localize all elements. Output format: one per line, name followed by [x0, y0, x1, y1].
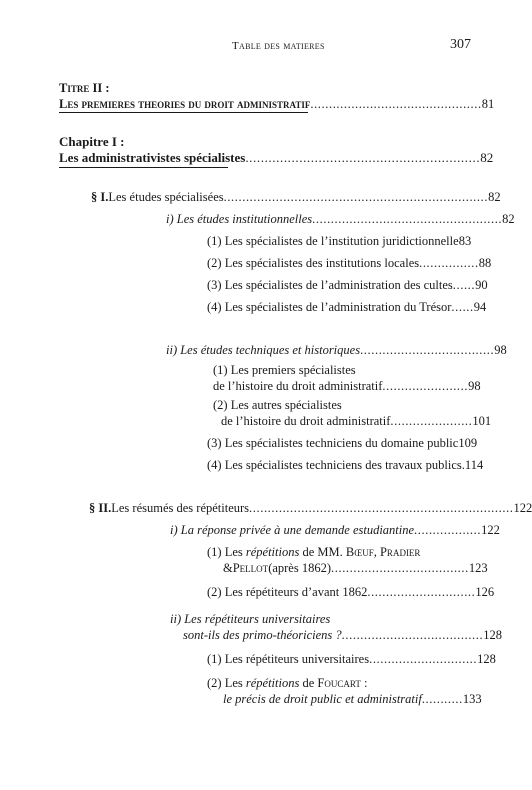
entry-u2-line1: [207, 675, 367, 691]
subsection-2ii-line1: ii) Les répétiteurs universitaires: [170, 612, 331, 626]
entry-r1-repetitions: répétitions: [245, 545, 300, 559]
entry-ii1-page: 98: [468, 379, 481, 393]
entry-i1: [207, 233, 472, 249]
section-1-num: § I.: [91, 190, 109, 204]
entry-ii4-page: 114: [464, 458, 484, 472]
entry-ii3-text: (3) Les spécialistes techniciens du domaine public: [207, 436, 459, 450]
entry-r2: [207, 584, 495, 600]
subsection-2i-text: i) La réponse privée à une demande estudiantine: [170, 523, 415, 537]
entry-i4-text: (4) Les spécialistes de l’administration du Trésor: [207, 300, 452, 314]
entry-i2-text: (2) Les spécialistes des institutions locales: [207, 256, 420, 270]
entry-r2-page: 126: [475, 585, 495, 599]
entry-i2-page: 88: [478, 256, 492, 270]
chapter-dots: .............................................................: [245, 150, 481, 165]
section-2-dots: .......................................................................: [249, 501, 514, 515]
entry-u1-text: (1) Les répétiteurs universitaires: [207, 652, 370, 666]
entry-u1-page: 128: [477, 652, 496, 666]
titre-dots: ..............................................: [310, 97, 482, 111]
entry-r1: [223, 560, 488, 576]
entry-i4-page: 94: [473, 300, 487, 314]
subsection-2ii-line2: sont-ils des primo-théoriciens ?: [183, 628, 342, 642]
entry-i3-text: (3) Les spécialistes de l’administration des cultes: [207, 278, 453, 292]
entry-u2-page: 133: [462, 692, 482, 706]
entry-r2-dots: .............................: [367, 585, 476, 599]
subsection-ii-text: ii) Les études techniques et historiques: [166, 343, 361, 357]
entry-i3-page: 90: [475, 278, 488, 292]
chapter-label: Chapitre I :: [59, 134, 125, 149]
entry-r1-mid: de MM.: [299, 545, 346, 559]
subsection-i-page: 82: [502, 212, 515, 226]
subsection-i-dots: ...................................................: [312, 212, 503, 226]
entry-ii3: [207, 435, 478, 451]
subsection-i-text: i) Les études institutionnelles: [166, 212, 313, 226]
entry-u2-repetitions: répétitions: [245, 676, 300, 690]
section-2-entry: [89, 500, 532, 516]
subsection-i-entry: [166, 211, 515, 227]
entry-u2-colon: :: [360, 676, 368, 690]
entry-u2-name-foucart: Foucart: [317, 676, 361, 690]
entry-r1-name-pellot: Pellot: [232, 561, 269, 575]
entry-i3: [207, 277, 488, 293]
entry-u2-prefix: (2) Les: [207, 676, 246, 690]
running-header-title: Table des matieres: [232, 40, 325, 52]
entry-r1-amp: &: [223, 561, 233, 575]
subsection-2i-dots: ..................: [414, 523, 482, 537]
titre-entry: [59, 96, 495, 112]
entry-r1-rest: (après 1862): [268, 561, 332, 575]
subsection-2i-entry: [170, 522, 500, 538]
entry-ii1: [213, 378, 481, 394]
chapter-text: Les administrativistes spécialistes: [59, 150, 246, 165]
entry-r1-name-pradier: Pradier: [379, 545, 421, 559]
entry-u2-line2: le précis de droit public et administratif: [223, 692, 422, 706]
entry-r1-name-boeuf: Bœuf: [345, 545, 374, 559]
entry-ii4: [207, 457, 484, 473]
running-header-page-number: 307: [450, 37, 471, 52]
section-1-entry: [91, 189, 501, 205]
entry-ii2-line1: (2) Les autres spécialistes: [213, 398, 342, 412]
chapter-page: 82: [480, 150, 494, 165]
entry-u2: [223, 691, 482, 707]
titre-label: Titre II :: [59, 81, 110, 95]
section-1-page: 82: [488, 190, 501, 204]
entry-r1-prefix: (1) Les: [207, 545, 246, 559]
section-2-page: 122: [513, 501, 532, 515]
entry-i3-dots: ......: [452, 278, 476, 292]
entry-ii4-text: (4) Les spécialistes techniciens des travaux publics.: [207, 458, 465, 472]
chapter-underline: [59, 167, 228, 168]
entry-ii2-dots: ......................: [390, 414, 473, 428]
entry-u2-mid: de: [299, 676, 318, 690]
section-1-text: Les études spécialisées: [108, 190, 224, 204]
entry-r1-comma: ,: [373, 545, 380, 559]
entry-ii1-dots: .......................: [382, 379, 469, 393]
section-2-text: Les résumés des répétiteurs: [111, 501, 250, 515]
titre-text: Les premieres theories du droit administratif: [59, 97, 311, 111]
entry-u2-dots: ...........: [421, 692, 463, 706]
entry-i4: [207, 299, 487, 315]
subsection-2ii-entry: [183, 627, 502, 643]
entry-i1-text: (1) Les spécialistes de l’institution juridictionnelle: [207, 234, 459, 248]
entry-i2-dots: ................: [419, 256, 479, 270]
entry-ii3-page: 109: [458, 436, 478, 450]
subsection-ii-page: 98: [494, 343, 507, 357]
subsection-ii-entry: [166, 342, 507, 358]
entry-i4-dots: ......: [451, 300, 474, 314]
subsection-ii-dots: ....................................: [360, 343, 495, 357]
subsection-2ii-page: 128: [483, 628, 502, 642]
entry-u1: [207, 651, 496, 667]
chapter-entry: [59, 150, 494, 166]
entry-r2-text: (2) Les répétiteurs d’avant 1862: [207, 585, 368, 599]
entry-ii1-line2: de l’histoire du droit administratif: [213, 379, 383, 393]
subsection-2i-page: 122: [481, 523, 500, 537]
section-1-dots: .......................................................................: [223, 190, 489, 204]
entry-ii2-page: 101: [472, 414, 492, 428]
titre-page: 81: [481, 97, 495, 111]
entry-r1-page: 123: [468, 561, 488, 575]
entry-ii2: [221, 413, 492, 429]
entry-i1-page: 83: [458, 234, 472, 248]
subsection-2ii-dots: ......................................: [341, 628, 484, 642]
entry-ii1-line1: (1) Les premiers spécialistes: [213, 363, 356, 377]
entry-i2: [207, 255, 492, 271]
titre-underline: [59, 112, 308, 113]
entry-u1-dots: .............................: [369, 652, 478, 666]
entry-r1-dots: .....................................: [331, 561, 469, 575]
entry-r1-line1: [207, 544, 420, 560]
section-2-num: § II.: [89, 501, 112, 515]
entry-ii2-line2: de l’histoire du droit administratif: [221, 414, 391, 428]
